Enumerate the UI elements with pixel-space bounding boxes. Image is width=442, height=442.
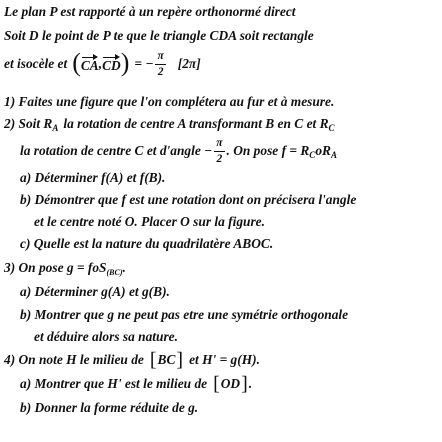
question-3 <box>4 256 126 280</box>
angle-denominator: 2 <box>216 152 223 165</box>
question-2-continuation <box>20 136 337 166</box>
vector-ca: CA <box>80 57 99 73</box>
left-paren: ( <box>72 47 81 77</box>
intro-line-1 <box>4 0 296 24</box>
question-4a-text: a) Montrer que H' est le milieu de <box>20 376 208 392</box>
question-4a <box>20 372 252 396</box>
question-2 <box>4 112 335 136</box>
symmetry-subscript: (BC) <box>106 268 123 277</box>
rotation-subscript-a: A <box>52 122 59 133</box>
question-2b-continuation <box>34 210 265 234</box>
question-3-text: 3) On pose g = foS <box>4 260 107 276</box>
modulo-2pi: [2π] <box>177 56 201 72</box>
question-2a <box>20 166 165 190</box>
question-1 <box>4 90 334 114</box>
angle-fraction <box>214 137 224 164</box>
question-2b <box>20 188 356 212</box>
pi-over-two-fraction <box>155 50 165 77</box>
segment-od-open-bracket: [ <box>213 373 220 395</box>
angle-numerator: π <box>214 137 224 151</box>
vector-cd: CD <box>102 57 121 73</box>
question-3b-cont-text: et déduire alors sa nature. <box>34 329 178 345</box>
question-2b-text: b) Démontrer que f est une rotation dont on précisera l'angle <box>20 192 357 208</box>
question-3a <box>20 280 170 304</box>
question-1-text: 1) Faites une figure que l'on complétera au fur et à mesure. <box>4 94 335 110</box>
question-2a-text: a) Déterminer f(A) et f(B). <box>20 170 166 186</box>
question-3b-continuation <box>34 325 178 349</box>
composition-text: oR <box>315 143 331 159</box>
question-4b-text: b) Donner la forme réduite de g. <box>20 400 199 416</box>
f-subscript-c: C <box>309 149 316 160</box>
f-subscript-a: A <box>330 149 337 160</box>
segment-od-close-bracket: ] <box>241 373 248 395</box>
question-3b <box>20 303 348 327</box>
angle-condition-text: et isocèle et <box>4 56 68 72</box>
question-4 <box>4 348 260 372</box>
fraction-denominator: 2 <box>157 65 164 78</box>
question-4b <box>20 396 198 420</box>
question-2-text-b: la rotation de centre A transformant B en C et R <box>63 116 329 132</box>
question-3a-text: a) Déterminer g(A) et g(B). <box>20 284 170 300</box>
vector-separator: , <box>98 56 103 72</box>
equals-minus: = − <box>134 56 154 72</box>
question-2b-cont-text: et le centre noté O. Placer O sur la figure. <box>34 214 265 230</box>
question-4-text: 4) On note H le milieu de <box>4 352 144 368</box>
segment-od: OD <box>220 376 241 392</box>
f-definition-text: . On pose f = R <box>226 143 310 159</box>
angle-condition-line <box>4 46 201 82</box>
question-2c <box>20 232 273 256</box>
intro-line-2 <box>4 24 314 48</box>
intro-text-1: Le plan P est rapporté à un repère orthonormé direct <box>4 4 296 20</box>
right-paren: ) <box>120 47 130 77</box>
segment-bc: BC <box>157 352 176 368</box>
question-4a-period: . <box>248 376 253 392</box>
fraction-numerator: π <box>155 50 165 64</box>
rotation-subscript-c: C <box>328 122 335 133</box>
question-2-text-a: 2) Soit R <box>4 116 53 132</box>
question-2c-text: c) Quelle est la nature du quadrilatère ABOC. <box>20 236 274 252</box>
question-2-cont-text: la rotation de centre C et d'angle − <box>20 143 213 159</box>
segment-open-bracket: [ <box>149 349 157 371</box>
question-3-period: . <box>122 260 126 276</box>
question-4-text-b: et H' = g(H). <box>189 352 260 368</box>
intro-text-2: Soit D le point de P te que le triangle CDA soit rectangle <box>4 28 314 44</box>
question-3b-text: b) Montrer que g ne peut pas etre une symétrie orthogonale <box>20 307 349 323</box>
segment-close-bracket: ] <box>176 349 184 371</box>
